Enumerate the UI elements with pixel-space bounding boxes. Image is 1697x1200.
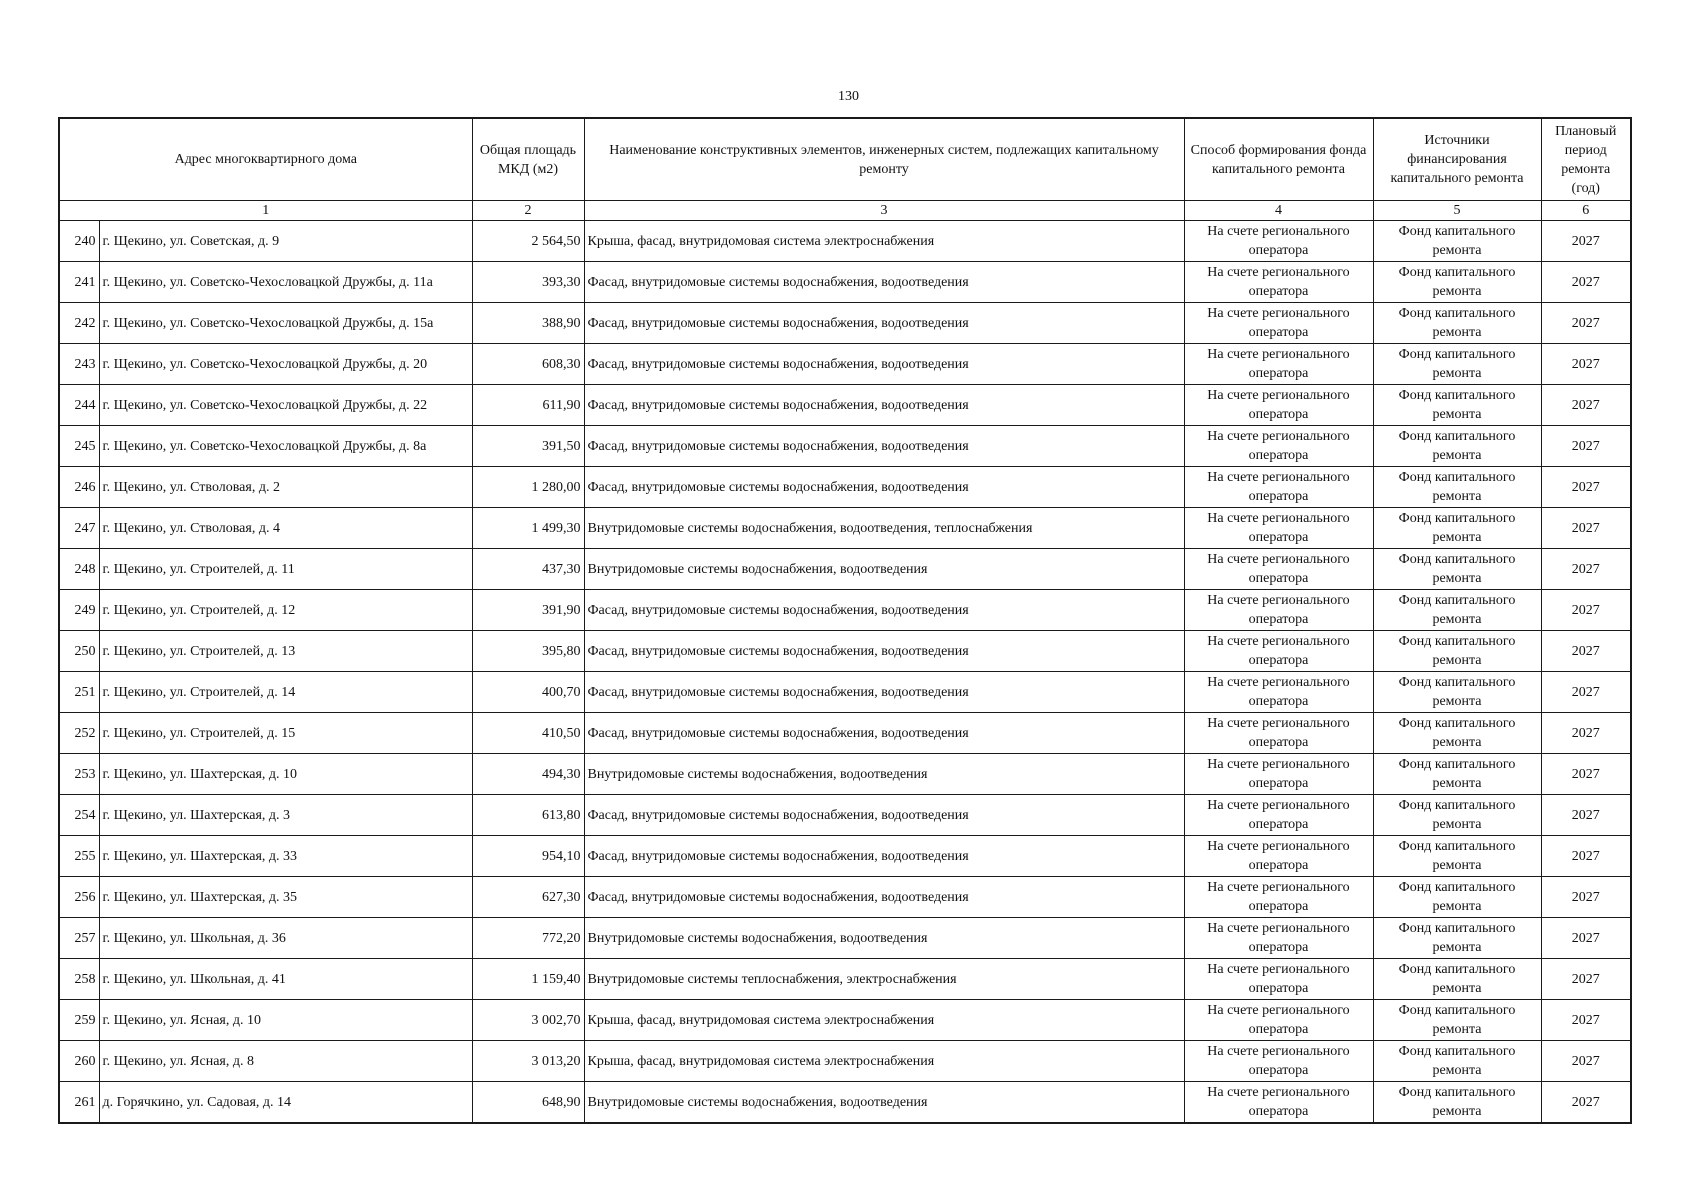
- header-area: Общая площадь МКД (м2): [472, 118, 584, 201]
- row-number: 256: [59, 877, 99, 918]
- elements-cell: Фасад, внутридомовые системы водоснабжения, водоотведения: [584, 344, 1184, 385]
- address-cell: г. Щекино, ул. Строителей, д. 11: [99, 549, 472, 590]
- page-number: 130: [838, 89, 859, 104]
- source-cell: Фонд капитального ремонта: [1373, 918, 1541, 959]
- year-cell: 2027: [1541, 508, 1631, 549]
- elements-cell: Фасад, внутридомовые системы водоснабжения, водоотведения: [584, 631, 1184, 672]
- table-row: [59, 918, 1631, 959]
- elements-cell: Фасад, внутридомовые системы водоснабжения, водоотведения: [584, 426, 1184, 467]
- elements-cell: Фасад, внутридомовые системы водоснабжения, водоотведения: [584, 836, 1184, 877]
- header-row: [59, 118, 1631, 201]
- row-number: 245: [59, 426, 99, 467]
- address-cell: г. Щекино, ул. Ясная, д. 10: [99, 1000, 472, 1041]
- method-cell: На счете регионального оператора: [1184, 1041, 1373, 1082]
- row-number: 253: [59, 754, 99, 795]
- year-cell: 2027: [1541, 426, 1631, 467]
- year-cell: 2027: [1541, 385, 1631, 426]
- table-row: [59, 549, 1631, 590]
- column-number: 5: [1373, 201, 1541, 221]
- row-number: 255: [59, 836, 99, 877]
- elements-cell: Внутридомовые системы водоснабжения, водоотведения: [584, 754, 1184, 795]
- row-number: 246: [59, 467, 99, 508]
- source-cell: Фонд капитального ремонта: [1373, 221, 1541, 262]
- column-number: 4: [1184, 201, 1373, 221]
- row-number: 243: [59, 344, 99, 385]
- table-row: [59, 795, 1631, 836]
- table-row: [59, 303, 1631, 344]
- row-number: 247: [59, 508, 99, 549]
- header-elements: Наименование конструктивных элементов, инженерных систем, подлежащих капитальному ремонту: [584, 118, 1184, 201]
- table-row: [59, 508, 1631, 549]
- method-cell: На счете регионального оператора: [1184, 385, 1373, 426]
- year-cell: 2027: [1541, 1041, 1631, 1082]
- area-cell: 611,90: [472, 385, 584, 426]
- method-cell: На счете регионального оператора: [1184, 918, 1373, 959]
- address-cell: г. Щекино, ул. Строителей, д. 12: [99, 590, 472, 631]
- area-cell: 772,20: [472, 918, 584, 959]
- row-number: 254: [59, 795, 99, 836]
- address-cell: г. Щекино, ул. Ясная, д. 8: [99, 1041, 472, 1082]
- method-cell: На счете регионального оператора: [1184, 877, 1373, 918]
- area-cell: 391,90: [472, 590, 584, 631]
- row-number: 259: [59, 1000, 99, 1041]
- area-cell: 437,30: [472, 549, 584, 590]
- method-cell: На счете регионального оператора: [1184, 1000, 1373, 1041]
- method-cell: На счете регионального оператора: [1184, 549, 1373, 590]
- table-row: [59, 590, 1631, 631]
- year-cell: 2027: [1541, 1000, 1631, 1041]
- elements-cell: Фасад, внутридомовые системы водоснабжения, водоотведения: [584, 672, 1184, 713]
- area-cell: 3 013,20: [472, 1041, 584, 1082]
- source-cell: Фонд капитального ремонта: [1373, 631, 1541, 672]
- source-cell: Фонд капитального ремонта: [1373, 836, 1541, 877]
- table-row: [59, 426, 1631, 467]
- year-cell: 2027: [1541, 221, 1631, 262]
- source-cell: Фонд капитального ремонта: [1373, 1000, 1541, 1041]
- column-number: 6: [1541, 201, 1631, 221]
- header-method: Способ формирования фонда капитального ремонта: [1184, 118, 1373, 201]
- source-cell: Фонд капитального ремонта: [1373, 385, 1541, 426]
- row-number: 252: [59, 713, 99, 754]
- area-cell: 388,90: [472, 303, 584, 344]
- elements-cell: Внутридомовые системы водоснабжения, водоотведения: [584, 1082, 1184, 1124]
- method-cell: На счете регионального оператора: [1184, 631, 1373, 672]
- table-row: [59, 1000, 1631, 1041]
- area-cell: 648,90: [472, 1082, 584, 1124]
- area-cell: 627,30: [472, 877, 584, 918]
- address-cell: г. Щекино, ул. Советско-Чехословацкой Дружбы, д. 11а: [99, 262, 472, 303]
- capital-repair-table: [58, 117, 1632, 1124]
- address-cell: г. Щекино, ул. Шахтерская, д. 3: [99, 795, 472, 836]
- source-cell: Фонд капитального ремонта: [1373, 1082, 1541, 1124]
- address-cell: г. Щекино, ул. Строителей, д. 13: [99, 631, 472, 672]
- source-cell: Фонд капитального ремонта: [1373, 713, 1541, 754]
- source-cell: Фонд капитального ремонта: [1373, 508, 1541, 549]
- row-number: 244: [59, 385, 99, 426]
- elements-cell: Фасад, внутридомовые системы водоснабжения, водоотведения: [584, 303, 1184, 344]
- year-cell: 2027: [1541, 672, 1631, 713]
- method-cell: На счете регионального оператора: [1184, 467, 1373, 508]
- address-cell: г. Щекино, ул. Строителей, д. 15: [99, 713, 472, 754]
- year-cell: 2027: [1541, 1082, 1631, 1124]
- area-cell: 608,30: [472, 344, 584, 385]
- table-row: [59, 385, 1631, 426]
- area-cell: 1 499,30: [472, 508, 584, 549]
- source-cell: Фонд капитального ремонта: [1373, 754, 1541, 795]
- source-cell: Фонд капитального ремонта: [1373, 877, 1541, 918]
- year-cell: 2027: [1541, 836, 1631, 877]
- method-cell: На счете регионального оператора: [1184, 754, 1373, 795]
- method-cell: На счете регионального оператора: [1184, 426, 1373, 467]
- header-source: Источники финансирования капитального ремонта: [1373, 118, 1541, 201]
- row-number: 261: [59, 1082, 99, 1124]
- source-cell: Фонд капитального ремонта: [1373, 426, 1541, 467]
- row-number: 241: [59, 262, 99, 303]
- table-row: [59, 631, 1631, 672]
- table-row: [59, 467, 1631, 508]
- table-row: [59, 1041, 1631, 1082]
- table-row: [59, 877, 1631, 918]
- year-cell: 2027: [1541, 549, 1631, 590]
- row-number: 251: [59, 672, 99, 713]
- year-cell: 2027: [1541, 631, 1631, 672]
- elements-cell: Фасад, внутридомовые системы водоснабжения, водоотведения: [584, 262, 1184, 303]
- area-cell: 494,30: [472, 754, 584, 795]
- method-cell: На счете регионального оператора: [1184, 344, 1373, 385]
- area-cell: 410,50: [472, 713, 584, 754]
- address-cell: г. Щекино, ул. Шахтерская, д. 35: [99, 877, 472, 918]
- method-cell: На счете регионального оператора: [1184, 672, 1373, 713]
- source-cell: Фонд капитального ремонта: [1373, 467, 1541, 508]
- year-cell: 2027: [1541, 754, 1631, 795]
- address-cell: г. Щекино, ул. Советская, д. 9: [99, 221, 472, 262]
- year-cell: 2027: [1541, 467, 1631, 508]
- address-cell: г. Щекино, ул. Стволовая, д. 4: [99, 508, 472, 549]
- method-cell: На счете регионального оператора: [1184, 713, 1373, 754]
- table-row: [59, 836, 1631, 877]
- elements-cell: Крыша, фасад, внутридомовая система электроснабжения: [584, 221, 1184, 262]
- address-cell: г. Щекино, ул. Советско-Чехословацкой Дружбы, д. 20: [99, 344, 472, 385]
- elements-cell: Внутридомовые системы водоснабжения, водоотведения, теплоснабжения: [584, 508, 1184, 549]
- elements-cell: Внутридомовые системы водоснабжения, водоотведения: [584, 549, 1184, 590]
- column-number-row: [59, 201, 1631, 221]
- elements-cell: Крыша, фасад, внутридомовая система электроснабжения: [584, 1041, 1184, 1082]
- elements-cell: Фасад, внутридомовые системы водоснабжения, водоотведения: [584, 590, 1184, 631]
- source-cell: Фонд капитального ремонта: [1373, 303, 1541, 344]
- address-cell: г. Щекино, ул. Советско-Чехословацкой Дружбы, д. 8а: [99, 426, 472, 467]
- table-row: [59, 344, 1631, 385]
- row-number: 250: [59, 631, 99, 672]
- address-cell: г. Щекино, ул. Шахтерская, д. 10: [99, 754, 472, 795]
- table-body: [59, 221, 1631, 1124]
- method-cell: На счете регионального оператора: [1184, 1082, 1373, 1124]
- year-cell: 2027: [1541, 303, 1631, 344]
- elements-cell: Крыша, фасад, внутридомовая система электроснабжения: [584, 1000, 1184, 1041]
- address-cell: г. Щекино, ул. Стволовая, д. 2: [99, 467, 472, 508]
- year-cell: 2027: [1541, 795, 1631, 836]
- year-cell: 2027: [1541, 590, 1631, 631]
- column-number: 2: [472, 201, 584, 221]
- source-cell: Фонд капитального ремонта: [1373, 344, 1541, 385]
- table-row: [59, 262, 1631, 303]
- elements-cell: Фасад, внутридомовые системы водоснабжения, водоотведения: [584, 877, 1184, 918]
- area-cell: 613,80: [472, 795, 584, 836]
- row-number: 249: [59, 590, 99, 631]
- method-cell: На счете регионального оператора: [1184, 959, 1373, 1000]
- elements-cell: Фасад, внутридомовые системы водоснабжения, водоотведения: [584, 467, 1184, 508]
- source-cell: Фонд капитального ремонта: [1373, 549, 1541, 590]
- address-cell: г. Щекино, ул. Школьная, д. 36: [99, 918, 472, 959]
- address-cell: г. Щекино, ул. Советско-Чехословацкой Дружбы, д. 15а: [99, 303, 472, 344]
- address-cell: г. Щекино, ул. Шахтерская, д. 33: [99, 836, 472, 877]
- year-cell: 2027: [1541, 959, 1631, 1000]
- method-cell: На счете регионального оператора: [1184, 508, 1373, 549]
- source-cell: Фонд капитального ремонта: [1373, 672, 1541, 713]
- table-row: [59, 754, 1631, 795]
- area-cell: 1 280,00: [472, 467, 584, 508]
- address-cell: д. Горячкино, ул. Садовая, д. 14: [99, 1082, 472, 1124]
- row-number: 257: [59, 918, 99, 959]
- elements-cell: Фасад, внутридомовые системы водоснабжения, водоотведения: [584, 385, 1184, 426]
- row-number: 260: [59, 1041, 99, 1082]
- address-cell: г. Щекино, ул. Советско-Чехословацкой Дружбы, д. 22: [99, 385, 472, 426]
- method-cell: На счете регионального оператора: [1184, 590, 1373, 631]
- column-number: 3: [584, 201, 1184, 221]
- elements-cell: Фасад, внутридомовые системы водоснабжения, водоотведения: [584, 795, 1184, 836]
- table-row: [59, 221, 1631, 262]
- area-cell: 3 002,70: [472, 1000, 584, 1041]
- method-cell: На счете регионального оператора: [1184, 303, 1373, 344]
- area-cell: 393,30: [472, 262, 584, 303]
- source-cell: Фонд капитального ремонта: [1373, 590, 1541, 631]
- header-address: Адрес многоквартирного дома: [59, 118, 472, 201]
- area-cell: 400,70: [472, 672, 584, 713]
- column-number: 1: [59, 201, 472, 221]
- address-cell: г. Щекино, ул. Строителей, д. 14: [99, 672, 472, 713]
- year-cell: 2027: [1541, 262, 1631, 303]
- elements-cell: Фасад, внутридомовые системы водоснабжения, водоотведения: [584, 713, 1184, 754]
- row-number: 242: [59, 303, 99, 344]
- year-cell: 2027: [1541, 877, 1631, 918]
- table-row: [59, 959, 1631, 1000]
- row-number: 240: [59, 221, 99, 262]
- area-cell: 954,10: [472, 836, 584, 877]
- area-cell: 2 564,50: [472, 221, 584, 262]
- area-cell: 391,50: [472, 426, 584, 467]
- row-number: 248: [59, 549, 99, 590]
- year-cell: 2027: [1541, 918, 1631, 959]
- elements-cell: Внутридомовые системы теплоснабжения, электроснабжения: [584, 959, 1184, 1000]
- source-cell: Фонд капитального ремонта: [1373, 1041, 1541, 1082]
- method-cell: На счете регионального оператора: [1184, 836, 1373, 877]
- row-number: 258: [59, 959, 99, 1000]
- area-cell: 395,80: [472, 631, 584, 672]
- method-cell: На счете регионального оператора: [1184, 262, 1373, 303]
- elements-cell: Внутридомовые системы водоснабжения, водоотведения: [584, 918, 1184, 959]
- year-cell: 2027: [1541, 713, 1631, 754]
- source-cell: Фонд капитального ремонта: [1373, 795, 1541, 836]
- area-cell: 1 159,40: [472, 959, 584, 1000]
- table-row: [59, 713, 1631, 754]
- table-row: [59, 672, 1631, 713]
- year-cell: 2027: [1541, 344, 1631, 385]
- source-cell: Фонд капитального ремонта: [1373, 262, 1541, 303]
- method-cell: На счете регионального оператора: [1184, 221, 1373, 262]
- method-cell: На счете регионального оператора: [1184, 795, 1373, 836]
- source-cell: Фонд капитального ремонта: [1373, 959, 1541, 1000]
- address-cell: г. Щекино, ул. Школьная, д. 41: [99, 959, 472, 1000]
- header-period: Плановый период ремонта (год): [1541, 118, 1631, 201]
- table-row: [59, 1082, 1631, 1124]
